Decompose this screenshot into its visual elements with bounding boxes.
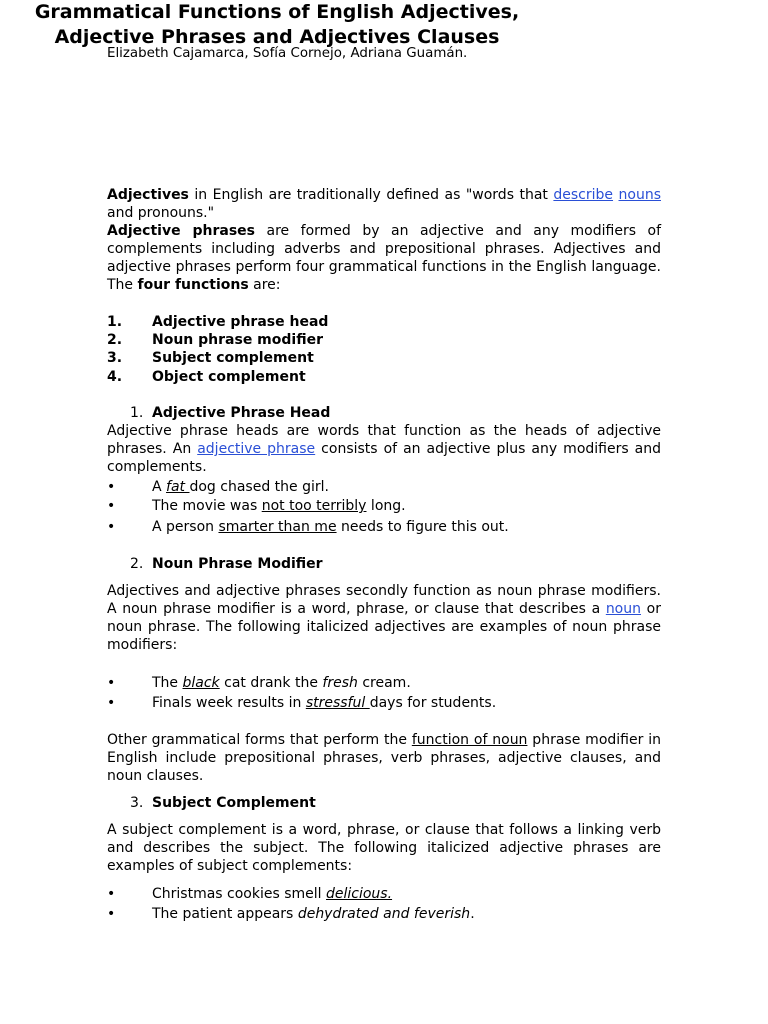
link-adjective-phrase[interactable]: adjective phrase — [197, 441, 316, 457]
list-item: • A person smarter than me needs to figure this out. — [107, 519, 509, 535]
adjectives-term: Adjectives — [107, 187, 189, 203]
function-list-item: 2. Noun phrase modifier — [107, 332, 323, 348]
list-item: • Christmas cookies smell delicious. — [107, 886, 393, 902]
authors-line: Elizabeth Cajamarca, Sofía Cornejo, Adriana Guamán. — [107, 46, 468, 61]
adjective-phrases-term: Adjective phrases — [107, 223, 255, 239]
section-heading-noun-phrase-modifier: 2. Noun Phrase Modifier — [130, 556, 323, 572]
intro-paragraph: Adjectives in English are traditionally defined as "words that describe nouns and pronouns." Adjective phrases are formed by an adjective and any modifiers of complements including adverbs and prepositional phrases. Adjectives and adjective phrases perform four grammatical functions in the English language. The four functions are: — [107, 187, 661, 293]
title-line-1: Grammatical Functions of English Adjectives, — [34, 1, 520, 23]
list-item: • Finals week results in stressful days for students. — [107, 695, 497, 711]
link-nouns[interactable]: nouns — [618, 187, 661, 203]
list-item: • The movie was not too terribly long. — [107, 498, 406, 514]
list-item: • A fat dog chased the girl. — [107, 479, 329, 495]
link-describe[interactable]: describe — [553, 187, 614, 203]
title-line-2: Adjective Phrases and Adjectives Clauses — [54, 26, 500, 48]
list-item: • The patient appears dehydrated and feverish. — [107, 906, 475, 922]
function-list-item: 3. Subject complement — [107, 350, 314, 366]
section1-paragraph: Adjective phrase heads are words that function as the heads of adjective phrases. An adjective phrase consists of an adjective plus any modifiers and complements. — [107, 423, 661, 475]
list-item: • The black cat drank the fresh cream. — [107, 675, 411, 691]
section2-paragraph: Adjectives and adjective phrases secondly function as noun phrase modifiers. A noun phrase modifier is a word, phrase, or clause that describes a noun or noun phrase. The following italicized adjectives are examples of noun phrase modifiers: — [107, 583, 661, 653]
function-list-item: 1. Adjective phrase head — [107, 314, 329, 330]
link-noun[interactable]: noun — [605, 601, 641, 617]
section3-paragraph: A subject complement is a word, phrase, or clause that follows a linking verb and describes the subject. The following italicized adjective phrases are examples of subject complements: — [107, 822, 661, 874]
section-heading-adjective-phrase-head: 1. Adjective Phrase Head — [130, 405, 331, 421]
section2-paragraph-2: Other grammatical forms that perform the function of noun phrase modifier in English include prepositional phrases, verb phrases, adjective clauses, and noun clauses. — [107, 732, 661, 784]
four-functions-term: four functions — [137, 277, 249, 293]
function-list-item: 4. Object complement — [107, 369, 306, 385]
section-heading-subject-complement: 3. Subject Complement — [130, 795, 316, 811]
document-title — [0, 0, 554, 50]
